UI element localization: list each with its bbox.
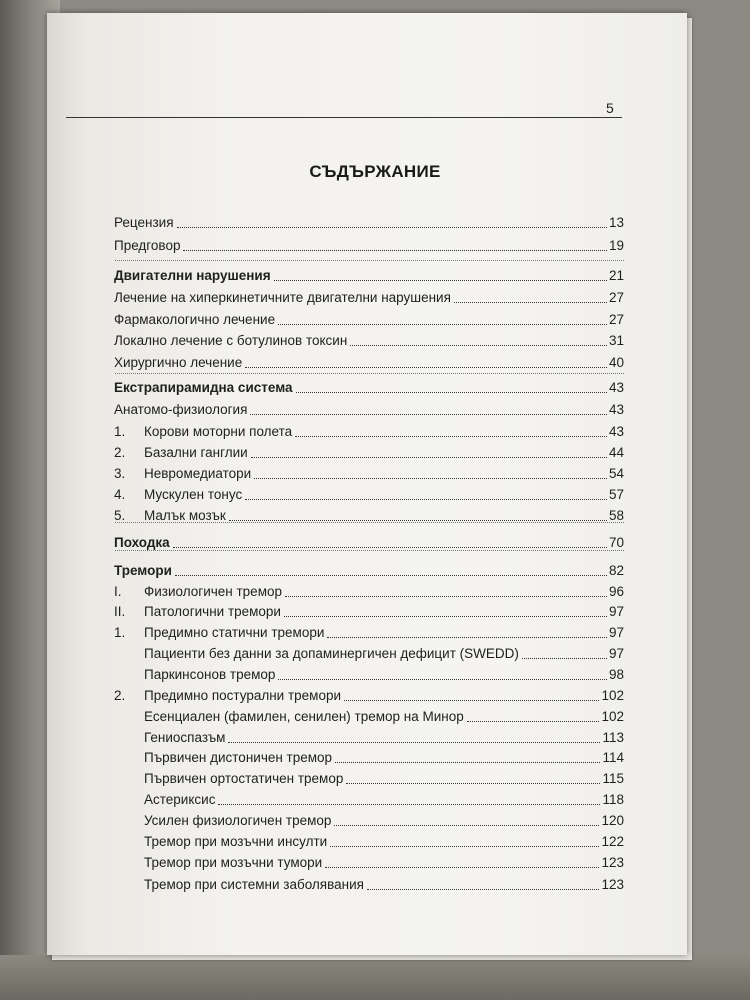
toc-leader-dots — [467, 721, 600, 722]
toc-entry[interactable] — [114, 215, 624, 235]
toc-page-number: 98 — [608, 667, 624, 682]
toc-entry[interactable] — [114, 646, 624, 666]
toc-number: II. — [114, 604, 126, 619]
toc-entry[interactable] — [114, 445, 624, 465]
toc-label: Анатомо-физиология — [114, 402, 248, 417]
toc-leader-dots — [173, 547, 607, 548]
toc-number: 3. — [114, 466, 126, 481]
toc-label: Пациенти без данни за допаминергичен дефицит (SWEDD) — [144, 646, 519, 661]
toc-number: 4. — [114, 487, 126, 502]
toc-label: Двигателни нарушения — [114, 268, 271, 283]
toc-label: Хирургично лечение — [114, 355, 243, 370]
toc-label: Базални ганглии — [144, 445, 248, 460]
toc-page-number: 43 — [608, 402, 624, 417]
toc-number: 5. — [114, 508, 126, 523]
toc-label: Паркинсонов тремор — [144, 667, 276, 682]
toc-entry[interactable] — [114, 750, 624, 770]
toc-label: Екстрапирамидна система — [114, 380, 293, 395]
toc-page-number: 40 — [608, 355, 624, 370]
toc-leader-dots — [325, 867, 599, 868]
toc-label: Астериксис — [144, 792, 216, 807]
toc-page-number: 97 — [608, 646, 624, 661]
toc-number: 2. — [114, 445, 126, 460]
toc-entry[interactable] — [114, 535, 624, 555]
toc-entry[interactable] — [114, 584, 624, 604]
toc-page-number: 13 — [608, 215, 624, 230]
toc-page-number: 27 — [608, 290, 624, 305]
toc-page-number: 43 — [608, 380, 624, 395]
toc-label: Тремор при системни заболявания — [144, 877, 364, 892]
toc-leader-dots — [295, 436, 607, 437]
toc-leader-dots — [229, 520, 607, 521]
toc-entry[interactable] — [114, 290, 624, 310]
toc-number: 2. — [114, 688, 126, 703]
toc-label: Тремори — [114, 563, 172, 578]
toc-leader-dots — [278, 324, 607, 325]
toc-entry[interactable] — [114, 855, 624, 875]
toc-leader-dots — [245, 499, 607, 500]
toc-leader-dots — [344, 700, 599, 701]
toc-page-number: 70 — [608, 535, 624, 550]
toc-page-number: 31 — [608, 333, 624, 348]
toc-leader-dots — [367, 889, 600, 890]
toc-page-number: 118 — [602, 792, 624, 807]
toc-entry[interactable] — [114, 466, 624, 486]
toc-leader-dots — [278, 679, 607, 680]
page-number: 5 — [606, 100, 614, 116]
toc-leader-dots — [330, 846, 599, 847]
toc-number: I. — [114, 584, 122, 599]
toc-entry[interactable] — [114, 688, 624, 708]
section-divider — [115, 260, 624, 261]
toc-page-number: 82 — [608, 563, 624, 578]
toc-page-number: 96 — [608, 584, 624, 599]
toc-leader-dots — [454, 302, 607, 303]
toc-page-number: 21 — [608, 268, 624, 283]
toc-label: Лечение на хиперкинетичните двигателни нарушения — [114, 290, 451, 305]
toc-leader-dots — [254, 478, 607, 479]
toc-page-number: 43 — [608, 424, 624, 439]
toc-page-number: 19 — [608, 238, 624, 253]
toc-leader-dots — [334, 825, 599, 826]
toc-label: Предговор — [114, 238, 181, 253]
toc-leader-dots — [274, 280, 607, 281]
toc-page-number: 97 — [608, 625, 624, 640]
toc-leader-dots — [346, 783, 600, 784]
toc-page-number: 44 — [608, 445, 624, 460]
toc-label: Малък мозък — [144, 508, 226, 523]
toc-label: Походка — [114, 535, 170, 550]
toc-leader-dots — [296, 392, 607, 393]
toc-entry[interactable] — [114, 667, 624, 687]
toc-leader-dots — [335, 762, 600, 763]
toc-entry[interactable] — [114, 380, 624, 400]
toc-leader-dots — [350, 345, 607, 346]
toc-entry[interactable] — [114, 238, 624, 258]
toc-entry[interactable] — [114, 563, 624, 583]
toc-number: 1. — [114, 625, 126, 640]
toc-label: Усилен физиологичен тремор — [144, 813, 332, 828]
toc-label: Есенциален (фамилен, сенилен) тремор на Минор — [144, 709, 464, 724]
toc-label: Невромедиатори — [144, 466, 252, 481]
header-rule — [66, 117, 622, 118]
toc-page-number: 122 — [601, 834, 624, 849]
toc-leader-dots — [228, 742, 600, 743]
toc-label: Патологични тремори — [144, 604, 281, 619]
toc-entry[interactable] — [114, 877, 624, 897]
toc-page-number: 123 — [601, 877, 624, 892]
toc-leader-dots — [250, 414, 607, 415]
toc-label: Рецензия — [114, 215, 174, 230]
toc-label: Фармакологично лечение — [114, 312, 276, 327]
toc-entry[interactable] — [114, 312, 624, 332]
toc-entry[interactable] — [114, 487, 624, 507]
toc-leader-dots — [522, 658, 607, 659]
toc-label: Тремор при мозъчни тумори — [144, 855, 323, 870]
toc-label: Мускулен тонус — [144, 487, 243, 502]
toc-page-number: 123 — [601, 855, 624, 870]
toc-page-number: 102 — [601, 709, 624, 724]
toc-page-number: 113 — [602, 730, 624, 745]
toc-entry[interactable] — [114, 402, 624, 422]
toc-entry[interactable] — [114, 508, 624, 528]
toc-entry[interactable] — [114, 333, 624, 353]
toc-page-number: 57 — [608, 487, 624, 502]
toc-page-number: 58 — [608, 508, 624, 523]
toc-entry[interactable] — [114, 424, 624, 444]
toc-label: Предимно статични тремори — [144, 625, 325, 640]
toc-label: Корови моторни полета — [144, 424, 293, 439]
toc-entry[interactable] — [114, 604, 624, 624]
toc-leader-dots — [327, 637, 607, 638]
toc-label: Локално лечение с ботулинов токсин — [114, 333, 348, 348]
toc-leader-dots — [284, 616, 607, 617]
page-title: СЪДЪРЖАНИЕ — [309, 162, 441, 181]
toc-leader-dots — [285, 596, 607, 597]
toc-label: Гениоспазъм — [144, 730, 226, 745]
toc-label: Физиологичен тремор — [144, 584, 282, 599]
toc-page-number: 114 — [602, 750, 624, 765]
toc-entry[interactable] — [114, 730, 624, 750]
toc-leader-dots — [177, 227, 607, 228]
toc-entry[interactable] — [114, 268, 624, 288]
toc-number: 1. — [114, 424, 126, 439]
toc-leader-dots — [251, 457, 607, 458]
table-surface — [0, 955, 750, 1000]
toc-page-number: 54 — [608, 466, 624, 481]
toc-leader-dots — [245, 367, 607, 368]
toc-entry[interactable] — [114, 792, 624, 812]
toc-entry[interactable] — [114, 625, 624, 645]
toc-leader-dots — [218, 804, 600, 805]
toc-label: Тремор при мозъчни инсулти — [144, 834, 328, 849]
toc-entry[interactable] — [114, 355, 624, 375]
toc-page-number: 120 — [601, 813, 624, 828]
toc-entry[interactable] — [114, 709, 624, 729]
toc-label: Предимно постурални тремори — [144, 688, 342, 703]
toc-label: Първичен ортостатичен тремор — [144, 771, 344, 786]
toc-entry[interactable] — [114, 834, 624, 854]
toc-label: Първичен дистоничен тремор — [144, 750, 333, 765]
toc-entry[interactable] — [114, 771, 624, 791]
toc-page-number: 115 — [602, 771, 624, 786]
toc-leader-dots — [183, 250, 606, 251]
toc-page-number: 27 — [608, 312, 624, 327]
toc-page-number: 97 — [608, 604, 624, 619]
toc-page-number: 102 — [601, 688, 624, 703]
toc-entry[interactable] — [114, 813, 624, 833]
toc-leader-dots — [175, 575, 607, 576]
